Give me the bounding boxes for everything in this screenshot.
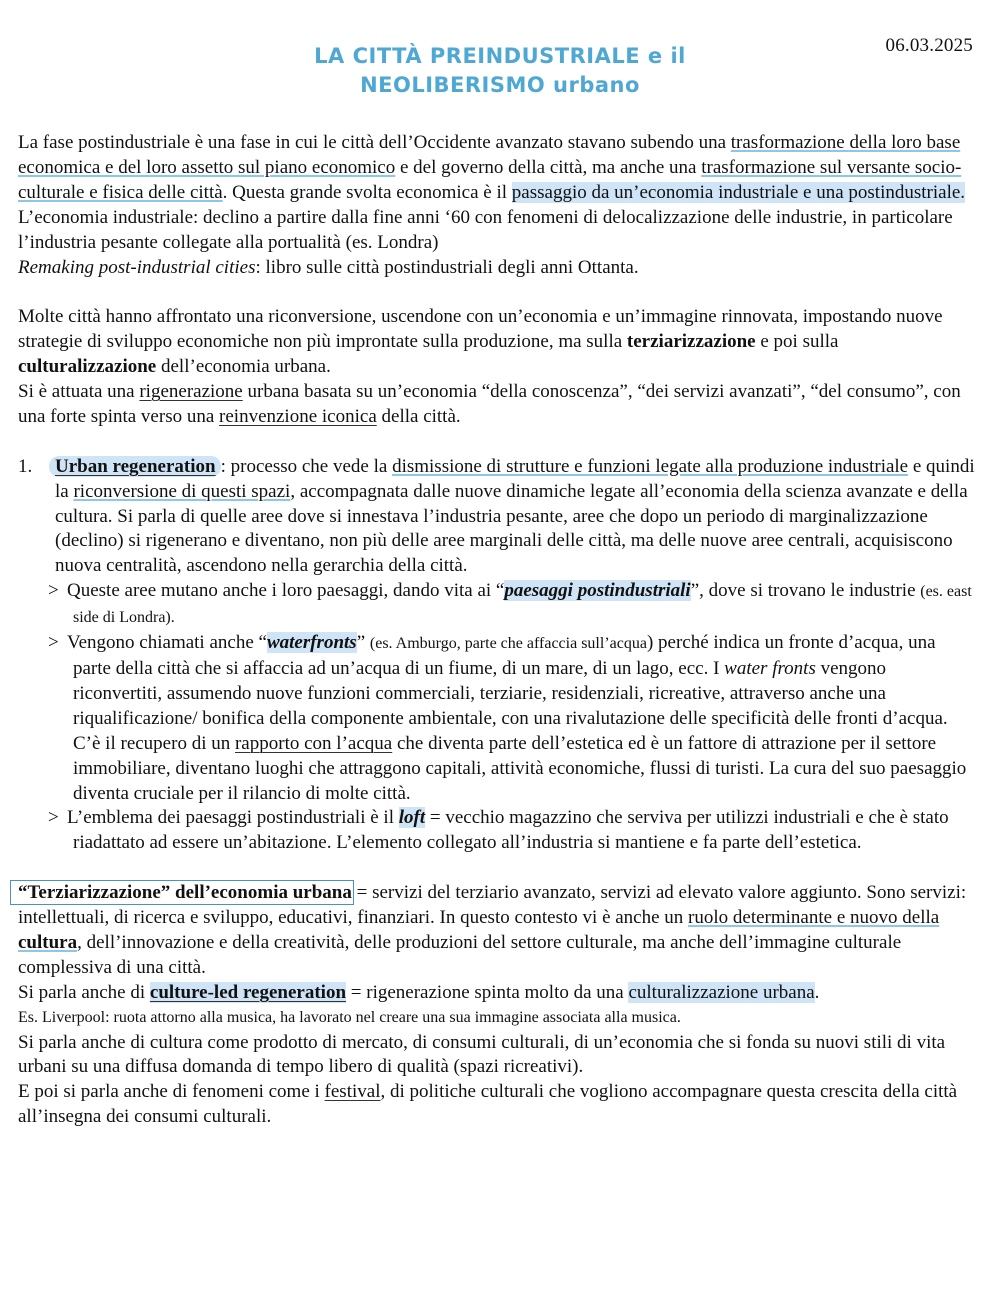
text-run: = vecchio magazzino che serviva per utilizzi industriali e che è stato riadattato ad essere un’abitazione. L’elemento collegato all’industria si mantiene e fa parte dell’estetica. [73, 807, 949, 854]
text-run: urbana basata su un’economia “della conoscenza”, “dei servizi avanzati”, “del consumo”, con una forte spinta verso una [18, 381, 961, 427]
highlighted-term [399, 807, 425, 828]
text-run: L’emblema dei paesaggi postindustriali è il [67, 807, 399, 829]
highlighted-text: culturalizzazione urbana [628, 981, 815, 1003]
sub-item-body [67, 579, 976, 631]
section2-paragraph-1 [18, 305, 976, 380]
italic-term: waterfronts [266, 632, 357, 654]
example-paragraph: Es. Liverpool: ruota attorno alla musica, ha lavorato nel creare una sua immagine associata alla musica. [18, 1008, 681, 1026]
text-run: e del governo della città, ma anche una [395, 156, 702, 178]
text-run: che diventa parte dell’estetica ed è un fattore di attrazione per il settore immobiliare, diventano luoghi che attraggono capitali, attività economiche, flussi di turisti. La cura del suo paesaggio diventa cruciale per il rilancio di molte città. [73, 732, 967, 804]
bold-term: cultura [18, 931, 78, 953]
text-run: La fase postindustriale è una fase in cui le città dell’Occidente avanzato stavano subendo una [18, 132, 731, 153]
sub-item-2 [18, 631, 976, 806]
bold-term: terziarizzazione [626, 331, 756, 353]
intro-paragraph-1 [18, 131, 976, 206]
underlined-text: dismissione di strutture e funzioni legate alla produzione industriale [392, 455, 909, 477]
section2-paragraph-2 [18, 380, 976, 430]
underlined-text: reinvenzione iconica [219, 405, 377, 427]
text-run: = servizi del terziario avanzato, servizi ad elevato valore aggiunto. Sono servizi: intellettuali, di ricerca e sviluppo, educativi, finanziari. In questo contesto vi è anche un [18, 882, 967, 929]
text-run: vengono riconvertiti, assumendo nuove funzioni commerciali, terziarie, residenziali, ricreative, attraverso anche una riqualificazione/ bonifica della componente ambientale, con una rivalutazione delle specificità delle fronti d’acqua. C’è il recupero di un [73, 658, 948, 754]
highlighted-term: culture-led regeneration [149, 981, 347, 1003]
bullet-marker: > [48, 580, 59, 602]
text-run: E poi si parla anche di fenomeni come i [18, 1081, 325, 1103]
text-run: ” [356, 632, 370, 654]
underlined-text: rapporto con l’acqua [234, 732, 393, 754]
highlighted-term: Urban regeneration [49, 456, 221, 477]
highlighted-term [267, 632, 357, 653]
text-run: = rigenerazione spinta molto da una [346, 981, 629, 1003]
text-run: Molte città hanno affrontato una riconversione, uscendone con un’economia e un’immagine rinnovata, impostando nuove strategie di sviluppo economiche non più improntate sulla produzione, ma sulla [18, 306, 943, 353]
text-run: . Questa grande svolta economica è il [222, 181, 512, 203]
document-date: 06.03.2025 [885, 35, 973, 56]
boxed-term: “Terziarizzazione” dell’economia urbana [12, 882, 352, 903]
text-run: e quindi la [55, 455, 975, 502]
bold-term: culturalizzazione [18, 356, 157, 378]
text-run: dell’economia urbana. [156, 356, 331, 378]
underlined-text: trasformazione della loro base economica e del loro assetto sul piano economico [18, 132, 961, 178]
numbered-list-item [18, 455, 976, 580]
text-run: , di politiche culturali che vogliono accompagnare questa crescita della città all’insegna dei consumi culturali. [18, 1081, 958, 1128]
example-note: (es. Amburgo, parte che affaccia sull’acqua [369, 635, 647, 653]
paragraph-gap [18, 430, 976, 455]
italic-term: loft [398, 807, 426, 829]
intro-paragraph-3 [18, 256, 976, 281]
intro-paragraph-2: L’economia industriale: declino a partire dalla fine anni ‘60 con fenomeni di delocalizzazione delle industrie, in particolare l’industria pesante collegate alla portualità (es. Londra) [18, 206, 953, 253]
section3-paragraph-2 [18, 981, 976, 1006]
text-run: e poi sulla [755, 331, 839, 353]
example-note: (es. east side di Londra). [73, 583, 972, 627]
sub-item-body [67, 806, 976, 856]
text-run: , accompagnata dalle nuove dinamiche legate all’economia della scienza avanzate e della cultura. Si parla di quelle aree dove si innestava l’industria pesante, aree che dopo un periodo di marginalizzazione (declino) si rigenerano e diventano, non più delle aree marginali delle città, ma delle nuove aree centrali, acquisiscono nuova centralità, ascendono nella gerarchia della città. [55, 480, 968, 577]
text-run: : processo che vede la [220, 455, 393, 477]
underlined-text: rigenerazione [139, 381, 243, 403]
section3-paragraph-5 [18, 1080, 976, 1130]
paragraph-gap [18, 280, 976, 305]
title-line-2: NEOLIBERISMO urbano [360, 73, 640, 97]
text-run: Vengono chiamati anche “ [67, 632, 267, 654]
text-run: Queste aree mutano anche i loro paesaggi, dando vita ai “ [67, 580, 505, 602]
text-run: Si è attuata una [18, 381, 140, 403]
italic-term: water fronts [724, 658, 816, 679]
highlighted-term [504, 580, 690, 601]
sub-item-body [67, 631, 976, 806]
sub-item-1 [18, 579, 976, 631]
bullet-marker: > [48, 632, 59, 654]
text-run: : libro sulle città postindustriali degli anni Ottanta. [255, 256, 639, 278]
list-number: 1. [18, 455, 33, 477]
bullet-marker: > [48, 807, 59, 829]
sub-item-3 [18, 806, 976, 856]
text-run: , dell’innovazione e della creatività, delle produzioni del settore culturale, ma anche dell’immagine culturale complessiva di una città. [18, 931, 902, 978]
highlighted-text: passaggio da un’economia industriale e una postindustriale. [511, 181, 966, 203]
text-run: ruolo determinante e nuovo della [688, 907, 940, 929]
underlined-text: riconversione di questi spazi [73, 480, 291, 502]
section3-paragraph-1 [18, 881, 976, 981]
title-line-1: LA CITTÀ PREINDUSTRIALE e il [314, 44, 686, 68]
paragraph-gap [18, 856, 976, 881]
book-title: Remaking post-industrial cities [18, 256, 256, 278]
underlined-text: festival [324, 1081, 381, 1103]
list-item-body [55, 455, 976, 580]
underlined-text: trasformazione sul versante socio-culturale e fisica delle città [18, 156, 962, 203]
italic-term: paesaggi postindustriali [504, 580, 691, 602]
document-body [18, 131, 976, 1130]
text-run: della città. [376, 405, 461, 427]
document-title [0, 42, 1000, 100]
text-run: Si parla anche di [18, 981, 150, 1003]
text-run: . [814, 981, 820, 1003]
section3-paragraph-4: Si parla anche di cultura come prodotto di mercato, di consumi culturali, di un’economia che si fonda su nuovi stili di vita urbani su una diffusa domanda di tempo libero di qualità (spazi ricreativi). [18, 1031, 946, 1078]
text-run: ) perché indica un fronte d’acqua, una parte della città che si affaccia ad un’acqua di un fiume, di un mare, di un lago, ecc. I [73, 632, 936, 679]
text-run: ”, dove si trovano le industrie [690, 580, 921, 602]
